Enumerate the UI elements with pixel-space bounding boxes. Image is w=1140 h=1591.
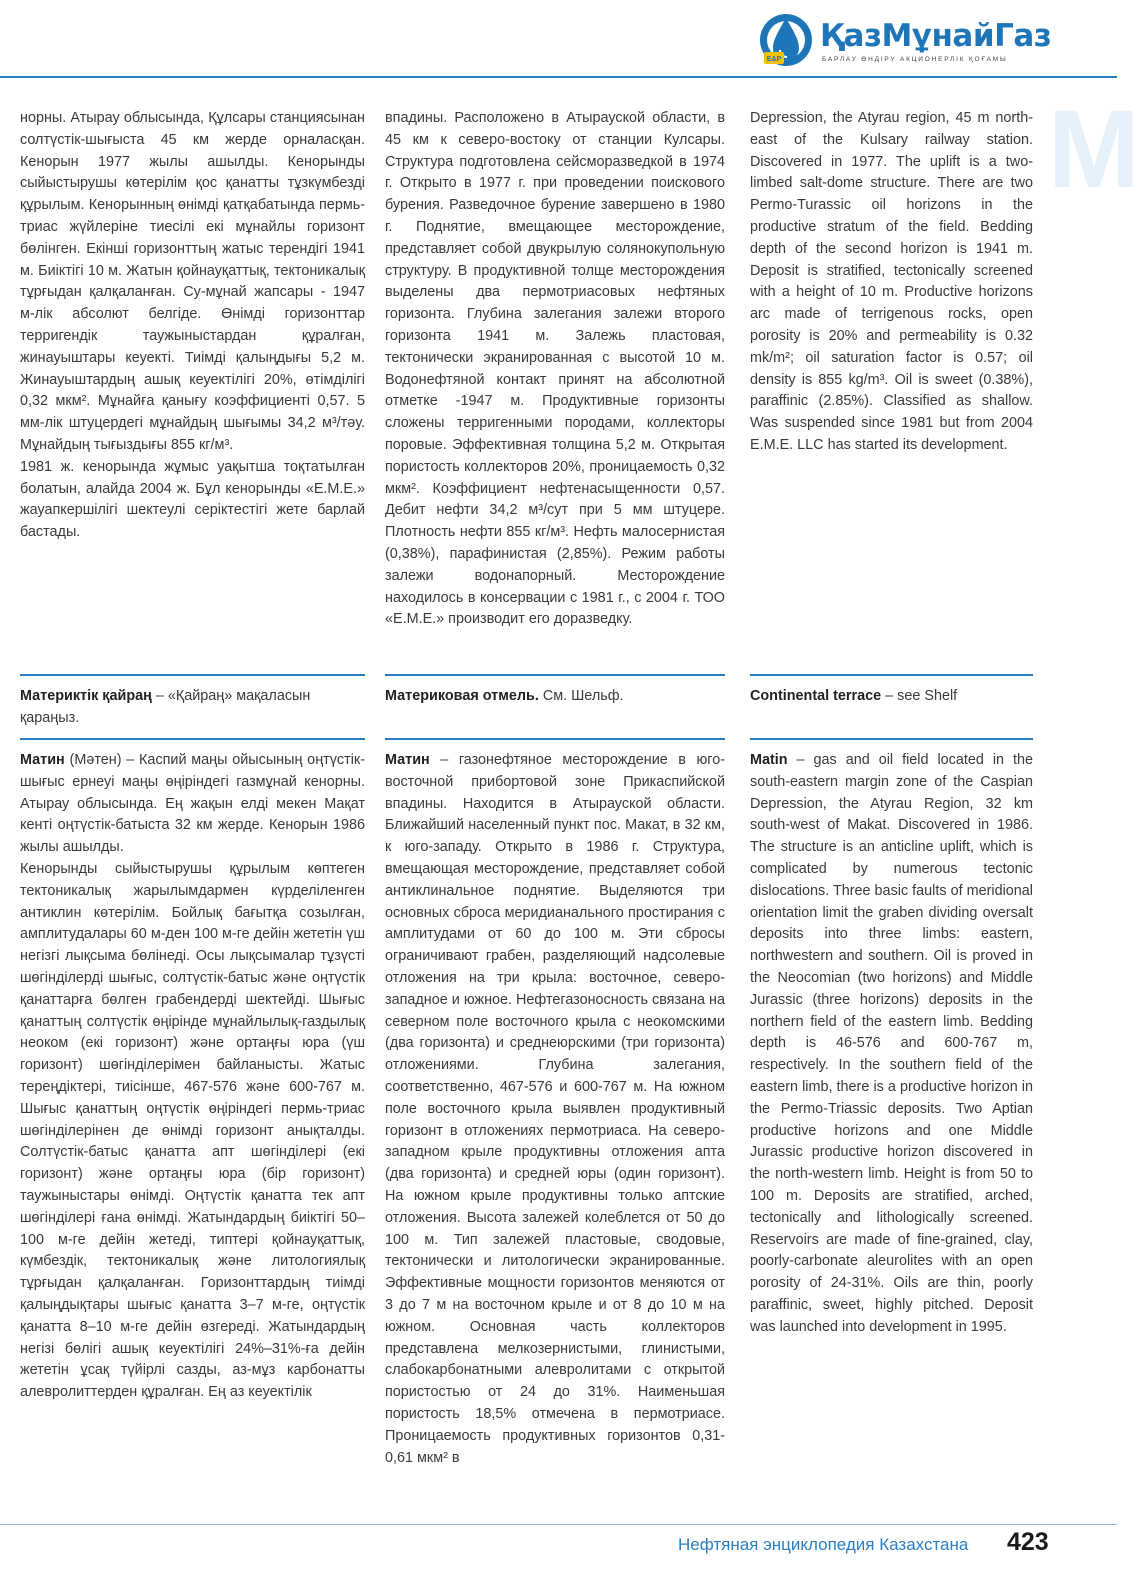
divider [385,674,725,676]
entry2-en-rest: – see Shelf [881,688,958,704]
entry1-en-text: Depression, the Atyrau region, 45 m north-east of the Kulsary railway station. Discovered in 1977. The uplift is a two-limbed salt-dome structure. There are two Permo-Turassic oil horizons in the productive stratum of the field. Bedding depth of the second horizon is 1941 m. Deposit is stratified, tectonically screened with a height of 10 m. Productive horizons arc made of terrigenous rocks, open porosity is 20% and permeability is 0.32 mk/m²; oil saturation factor is 0.57; oil density is 855 kg/m³. Oil is sweet (0.38%), paraffinic (2.85%). Classified as shallow. Was suspended since 1981 but from 2004 E.M.E. LLC has started its development. [750,110,1033,453]
footer-rule [0,1524,1117,1525]
entry3-ru-term: Матин [385,752,430,768]
entry3-kz-term: Матин [20,752,65,768]
entry1-en-column [750,108,1033,457]
entry2-kz-rest: – «Қайраң» мақаласын қараңыз. [20,688,311,726]
entry3-kz-text-2: Кенорынды сыйыстырушы құрылым көптеген тектоникалық жарылымдармен күрделіленген антиклин көтерілім. Бойлық бағытқа созылған, амплитудалары 60 м-ден 100 м-ге дейін жететін үш негізгі лықсыма бөлінеді. Осы лықсымалар тұзүсті шөгінділерді шығыс, солтүстік-батыс және оңтүстік қанаттарға бөлген грабендерді шектейді. Шығыс қанаттың солтүстік өңірінде мұнайлылық-газдылық неоком (екі горизонт) және ортаңғы юра (үш горизонт) шөгінділерімен байланысты. Жатыс тереңдіктері, тиісінше, 467-576 және 600-767 м. Шығыс қанаттың оңтүстік өңіріндегі пермь-триас шөгінділерінен де өнімді горизонт анықталды. Солтүстік-батыс қанатта апт шөгінділері (екі горизонт) және ортаңғы юра (бір горизонт) таужыныстары өнімді. Оңтүстік қанатта тек апт шөгінділері ғана өнімді. Жатындардың биіктігі 50–100 м-ге дейін жетеді, типтері қойнауқаттық, күмбездік, тектоникалық және литологиялық тұрғыдан қалқаланған. Горизонттардың тиімді қалыңдықтары шығыс қанатта 3–7 м-ге, оңтүстік қанатта 8–10 м-ге дейін өзгереді. Жатындардың негізі бөлігі ашық кеуектілігі 24%–31%-ға дейін жететін ұсақ түйірлі сазды, аз-мұз карбонатты алевролиттерден құралған. Ең аз кеуектілік [20,860,365,1401]
entry2-ru-rest: См. Шельф. [538,688,624,704]
entry2-ru [385,686,725,708]
header-rule [0,76,1117,78]
divider [750,674,1033,676]
entry3-ru-rest: – газонефтяное месторождение в юго-восточной прибортовой зоне Прикаспийской впадины. Находится в Атырауской области. Ближайший населенный пункт пос. Макат, в 32 км, к юго-западу. Открыто в 1986 г. Структура, вмещающая месторождение, представляет собой антиклинальное поднятие. Выделяются три основных сброса меридианального простирания с амплитудами от 60 до 100 м. Эти сбросы ограничивают грабен, разделяющий надсолевые отложения на три крыла: восточное, северо-западное и южное. Нефтегазоносность связана на северном поле восточного крыла с неокомскими (два горизонта) и среднеюрскими (три горизонта) отложениями. Глубина залегания, соответственно, 467-576 и 600-767 м. На южном поле восточного крыла выявлен продуктивный горизонт в отложениях пермотриаса. На северо-западном крыле продуктивны отложения апта (два горизонта) и средней юры (один горизонт). На южном крыле продуктивны только аптские отложения. Высота залежей колеблется от 50 до 100 м. Тип залежей пластовые, сводовые, тектонически и литологически экранированные. Эффективные мощности горизонтов меняются от 3 до 7 м на восточном крыле и от 8 до 10 м на южном. Основная часть коллекторов представлена мелкозернистыми, глинистыми, слабокарбонатными алевролитами с открытой пористостью от 24 до 31%. Наименьшая пористость 18,5% отмечена в пермотриасе. Проницаемость продуктивных горизонтов 0,31-0,61 мкм² в [385,752,725,1466]
entry2-kz-term: Материктік қайраң [20,688,152,704]
divider [20,738,365,740]
entry3-en-column [750,750,1033,1339]
entry3-kz-column [20,750,365,1404]
page-number: 423 [1007,1528,1049,1556]
entry2-en-term: Continental terrace [750,688,882,704]
entry1-kz-text: норны. Атырау облысында, Құлсары станциясынан солтүстік-шығыста 45 км жерде орналасқан. Кенорын 1977 жылы ашылды. Кенорынды сыйыстырушы көтерілім қос қанатты тұзкүмбезді құрылым. Кенорынның өнімді қатқабатында пермь-триас жүйлеріне тиесілі екі мұнайлы горизонт бөлінген. Екінші горизонттың жатыс терендігі 1941 м. Биіктігі 10 м. Жатын қойнауқаттық, тектоникалық тұрғыдан қалқаланған. Су-мұнай жапсары - 1947 м-лік абсолют белгіде. Өнімді горизонттар терригендік таужыныстардан құралған, жинауыштары кеуекті. Тиімді қалыңдығы 5,2 м. Жинауыштардың ашық кеуектілігі 20%, өтімділігі 0,32 мкм². Мұнайға қанығу коэффициенті 0,57. 5 мм-лік штуцердегі мұнайдың шығымы 34,2 м³/тәу. Мұнайдың тығыздығы 855 кг/м³. [20,110,365,453]
divider [20,674,365,676]
entry1-kz-text-2: 1981 ж. кенорында жұмыс уақытша тоқтатылған болатын, алайда 2004 ж. Бұл кенорынды «Е.М.Е.» жауапкершілігі шектеулі серіктестігі жете барлай бастады. [20,458,365,541]
entry2-en [750,686,1033,708]
entry2-ru-term: Материковая отмель. [385,688,539,704]
logo-subtext: БАРЛАУ ӨНДІРУ АКЦИОНЕРЛІК ҚОҒАМЫ [822,56,1008,63]
logo-text: ҚазМұнайГаз [820,18,1052,54]
drop-emblem-icon [758,4,816,70]
entry1-ru-column [385,108,725,631]
entry1-kz-column [20,108,365,544]
entry2-kz [20,686,365,730]
entry1-ru-text: впадины. Расположено в Атырауской области, в 45 км к северо-востоку от станции Кулсары. Структура подготовлена сейсморазведкой в 1974 г. Открыто в 1977 г. при проведении поискового бурения. Разведочное бурение завершено в 1980 г. Поднятие, вмещающее месторождение, представляет собой двукрылую солянокупольную структуру. В продуктивной толще месторождения выделены два пермотриасовых нефтяных горизонта. Глубина залегания залежи второго горизонта 1941 м. Залежь пластовая, тектонически экранированная с высотой 10 м. Водонефтяной контакт принят на абсолютной отметке -1947 м. Продуктивные горизонты сложены терригенными породами, коллекторы поровые. Эффективная толщина 5,2 м. Открытая пористость коллекторов 20%, проницаемость 0,32 мкм². Коэффициент нефтенасыщенности 0,57. Дебит нефти 34,2 м³/сут при 5 мм штуцере. Плотность нефти 855 кг/м³. Нефть малосернистая (0,38%), парафинистая (2,85%). Режим работы залежи водонапорный. Месторождение находилось в консервации с 1981 г., с 2004 г. ТОО «Е.М.Е.» производит его доразведку. [385,110,725,628]
divider [385,738,725,740]
entry3-en-rest: – gas and oil field located in the south-eastern margin zone of the Caspian Depression, the Atyrau Region, 32 km south-west of Makat. Discovered in 1986. The structure is an anticline uplift, which is complicated by numerous tectonic dislocations. Three basic faults of meridional orientation limit the graben dividing oversalt deposits into three limbs: eastern, northwestern and southern. Oil is proved in the Neocomian (two horizons) and Middle Jurassic (three horizons) deposits in the northern field of the eastern limb. Bedding depth is 46-576 and 600-767 m, respectively. In the southern field of the eastern limb, there is a productive horizon in the Permo-Triassic deposits. Two Aptian productive horizons and one Middle Jurassic productive horizon discovered in the north-western limb. Height is from 50 to 100 m. Deposits are stratified, arched, tectonically and lithologically screened. Reservoirs are made of fine-grained, clay, poorly-carbonate aleurolites with an open porosity of 24-31%. Oils are thin, poorly paraffinic, sweet, highly pitched. Deposit was launched into development in 1995. [750,752,1033,1335]
logo-badge: E&P [766,56,782,63]
entry3-kz-rest: (Мәтен) – Каспий маңы ойысының оңтүстік-шығыс ернеуі маңы өңіріндегі газмұнай кенорны. Атырау облысында. Ең жақын елді мекен Мақат кенті оңтүстік-батыста 32 км жерде. Кенорын 1986 жылы ашылды. [20,752,365,856]
divider [750,738,1033,740]
watermark-letter: M [1048,88,1140,211]
entry3-ru-column [385,750,725,1469]
company-logo [758,4,1058,72]
entry3-en-term: Matin [750,752,788,768]
footer-title: Нефтяная энциклопедия Казахстана [678,1535,969,1554]
